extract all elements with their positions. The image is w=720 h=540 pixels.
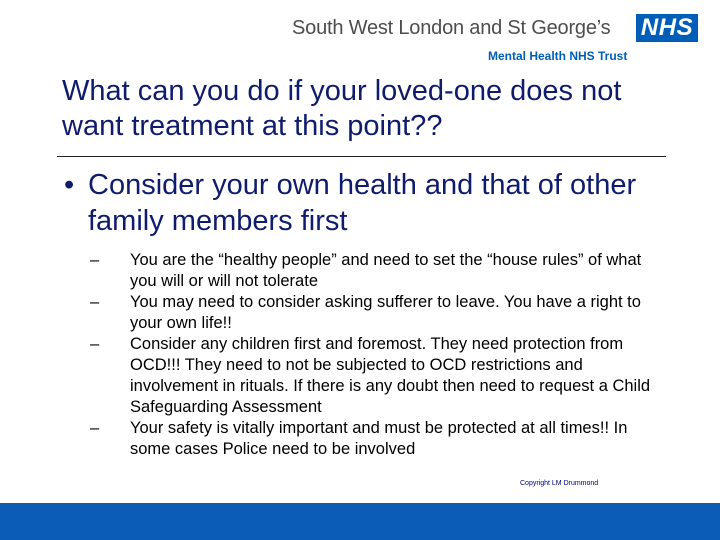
- dash-icon: –: [90, 335, 100, 353]
- organisation-name: South West London and St George’s: [292, 17, 611, 39]
- sub-bullet-text: Consider any children first and foremost. They need protection from OCD!!! They need to not be subjected to OCD restrictions and involvement in rituals. If there is any doubt then need to request a Child Safeguarding Assessment: [130, 335, 651, 416]
- sub-bullet-item: [90, 292, 670, 334]
- sub-bullet-item: [90, 334, 670, 418]
- sub-bullet-list: [90, 250, 670, 460]
- footer-bar: [0, 503, 720, 540]
- nhs-logo: NHS: [636, 14, 698, 42]
- dash-icon: –: [90, 419, 100, 437]
- sub-bullet-item: [90, 250, 670, 292]
- sub-bullet-text: Your safety is vitally important and must be protected at all times!! In some cases Police need to be involved: [130, 419, 628, 458]
- sub-bullet-text: You are the “healthy people” and need to set the “house rules” of what you will or will not tolerate: [130, 251, 642, 290]
- copyright-notice: Copyright LM Drummond: [520, 480, 599, 487]
- title-divider: [57, 156, 666, 157]
- main-bullet-text: Consider your own health and that of other family members first: [88, 169, 637, 237]
- trust-name: Mental Health NHS Trust: [488, 49, 628, 63]
- sub-bullet-item: [90, 418, 670, 460]
- dash-icon: –: [90, 251, 100, 269]
- sub-bullet-text: You may need to consider asking sufferer to leave. You have a right to your own life!!: [130, 293, 641, 332]
- bullet-dot-icon: •: [64, 169, 75, 201]
- slide-title: What can you do if your loved-one does not want treatment at this point??: [62, 75, 622, 142]
- dash-icon: –: [90, 293, 100, 311]
